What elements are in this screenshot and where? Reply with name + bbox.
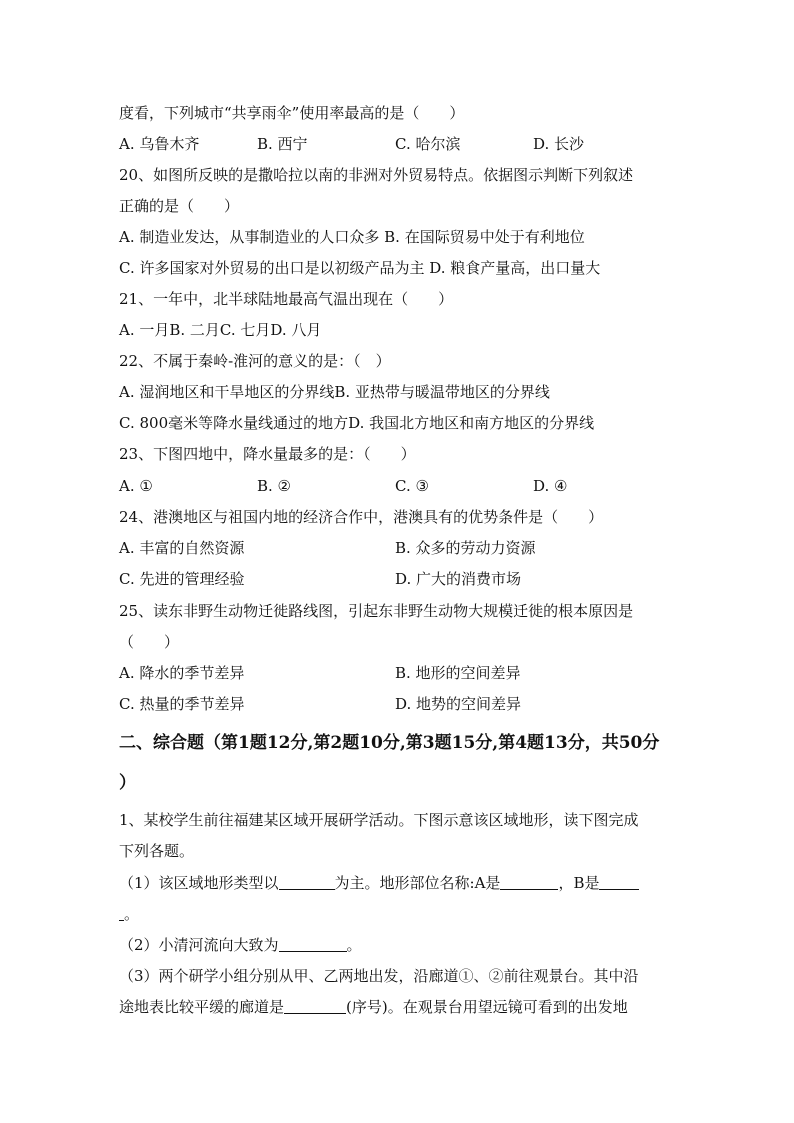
q19-option-c: C. 哈尔滨 <box>395 135 461 153</box>
q20-stem-line2: 正确的是（ ） <box>119 197 240 215</box>
comp1-part3-text-c: (序号)。在观景台用望远镜可看到的出发地 <box>346 998 628 1016</box>
q23-option-c: C. ③ <box>395 477 429 495</box>
q25-option-d: D. 地势的空间差异 <box>395 695 522 713</box>
q25-option-a: A. 降水的季节差异 <box>119 664 245 682</box>
q23-option-b: B. ② <box>257 477 292 495</box>
q25-stem-line2: （ ） <box>119 633 180 651</box>
comp1-part1-text-b: 为主。地形部位名称:A是 <box>334 874 501 892</box>
comp1-part3-line2 <box>119 997 628 1017</box>
q25-option-b: B. 地形的空间差异 <box>395 664 521 682</box>
q23-option-d: D. ④ <box>533 477 568 495</box>
q25-options-ab <box>119 663 679 683</box>
q19-option-b: B. 西宁 <box>257 135 308 153</box>
q22-options-cd: C. 800毫米等降水量线通过的地方D. 我国北方地区和南方地区的分界线 <box>119 414 595 432</box>
q21-options: A. 一月B. 二月C. 七月D. 八月 <box>119 321 322 339</box>
q24-option-b: B. 众多的劳动力资源 <box>395 539 536 557</box>
q20-options-cd: C. 许多国家对外贸易的出口是以初级产品为主 D. 粮食产量高，出口量大 <box>119 259 601 277</box>
comp1-part1-text-c: ，B是 <box>558 874 600 892</box>
q24-options-cd <box>119 569 679 589</box>
comp1-part3-text-b: 途地表比较平缓的廊道是 <box>119 998 285 1016</box>
comp1-part2-text-a: （2）小清河流向大致为 <box>119 936 279 954</box>
section-two-title-end: ） <box>119 773 136 793</box>
q24-stem: 24、港澳地区与祖国内地的经济合作中，港澳具有的优势条件是（ ） <box>119 508 604 526</box>
q20-stem-line1: 20、如图所反映的是撒哈拉以南的非洲对外贸易特点。依据图示判断下列叙述 <box>119 166 634 184</box>
q24-options-ab <box>119 538 679 558</box>
comp1-part1-text-a: （1）该区域地形类型以 <box>119 874 279 892</box>
q23-option-a: A. ① <box>119 477 153 495</box>
q25-options-cd <box>119 694 679 714</box>
comp1-stem-line2: 下列各题。 <box>119 842 195 860</box>
answer-blank[interactable] <box>500 873 558 890</box>
comp1-part2-text-b: 。 <box>346 936 362 954</box>
q20-options-ab: A. 制造业发达，从事制造业的人口众多 B. 在国际贸易中处于有利地位 <box>119 228 585 246</box>
q19-options <box>119 134 679 154</box>
comp1-part2 <box>119 935 362 955</box>
q23-stem: 23、下图四地中，降水量最多的是：（ ） <box>119 445 416 463</box>
q24-option-c: C. 先进的管理经验 <box>119 570 245 588</box>
comp1-stem-line1: 1、某校学生前往福建某区域开展研学活动。下图示意该区域地形，读下图完成 <box>119 811 639 829</box>
q21-stem: 21、一年中，北半球陆地最高气温出现在（ ） <box>119 290 454 308</box>
q24-option-d: D. 广大的消费市场 <box>395 570 522 588</box>
q22-stem: 22、不属于秦岭-淮河的意义的是：（ ） <box>119 352 391 370</box>
comp1-part3-line1: （3）两个研学小组分别从甲、乙两地出发，沿廊道①、②前往观景台。其中沿 <box>119 967 639 985</box>
q22-options-ab: A. 湿润地区和干旱地区的分界线B. 亚热带与暖温带地区的分界线 <box>119 383 550 401</box>
q25-stem-line1: 25、读东非野生动物迁徙路线图，引起东非野生动物大规模迁徙的根本原因是 <box>119 602 634 620</box>
q23-options <box>119 476 679 496</box>
answer-blank[interactable] <box>284 997 346 1014</box>
q19-option-d: D. 长沙 <box>533 135 585 153</box>
answer-blank[interactable] <box>279 935 347 952</box>
q19-option-a: A. 乌鲁木齐 <box>119 135 200 153</box>
q24-option-a: A. 丰富的自然资源 <box>119 539 245 557</box>
answer-blank[interactable] <box>279 873 335 890</box>
q25-option-c: C. 热量的季节差异 <box>119 695 245 713</box>
comp1-part1-text-d: 。 <box>124 905 140 923</box>
comp1-part1 <box>119 873 639 893</box>
comp1-part1-cont <box>119 904 139 924</box>
answer-blank[interactable] <box>599 873 639 890</box>
q19-stem-tail: 度看，下列城市“共享雨伞”使用率最高的是（ ） <box>119 104 465 122</box>
section-two-title: 二、综合题（第1题12分,第2题10分,第3题15分,第4题13分，共50分 <box>119 733 660 753</box>
